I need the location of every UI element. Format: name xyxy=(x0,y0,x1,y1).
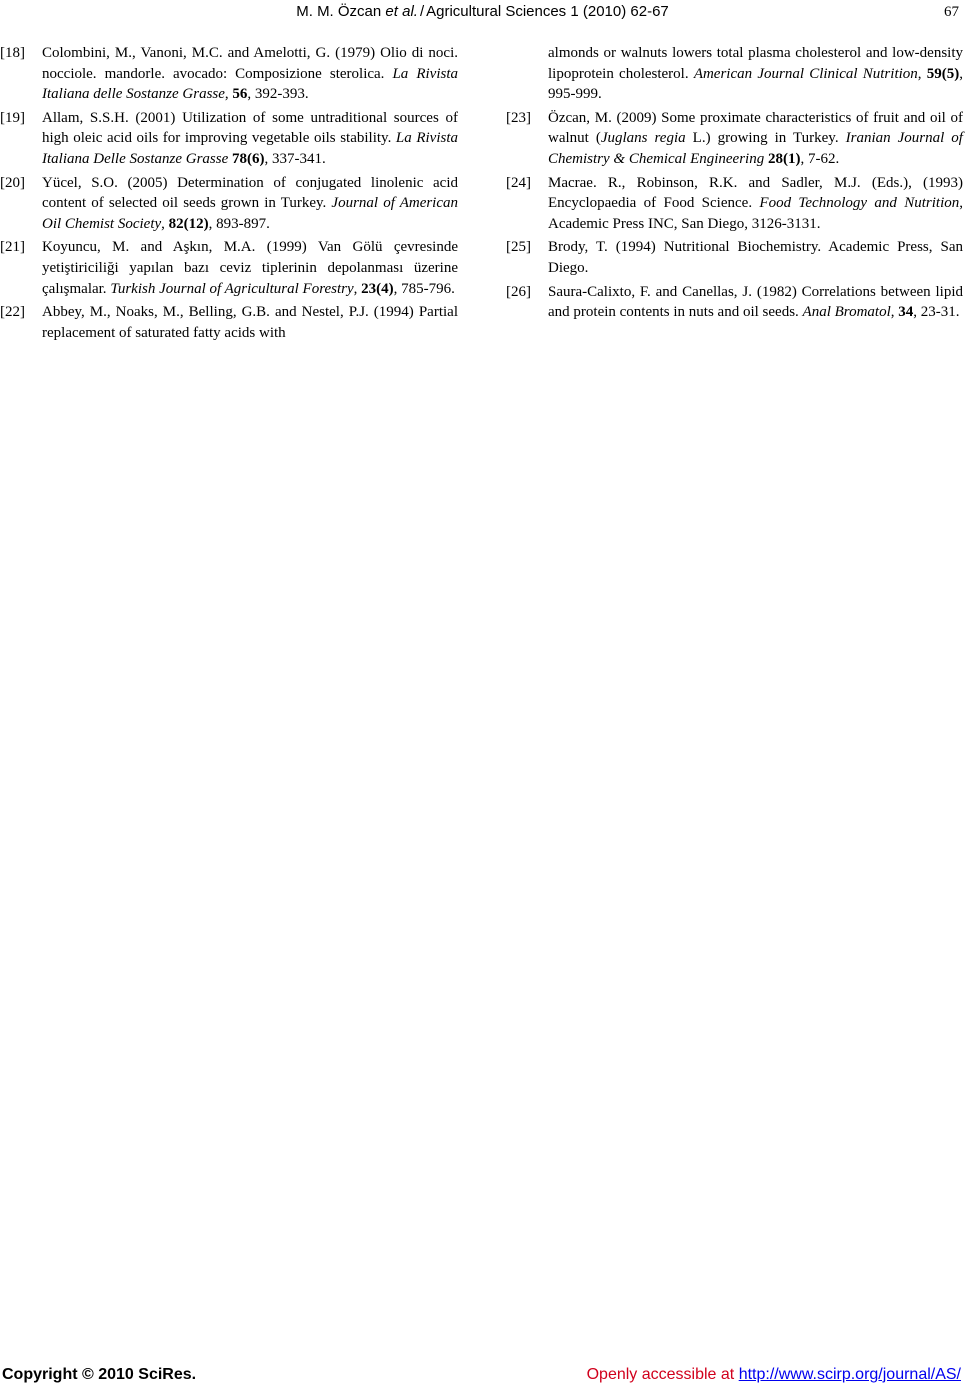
running-header: M. M. Özcan et al. / Agricultural Sciences 1 (2010) 62-67 xyxy=(296,3,669,20)
reference-text: 56 xyxy=(232,86,248,103)
reference-text: Anal Bromatol xyxy=(802,304,891,321)
reference-entry xyxy=(0,302,458,343)
reference-text: almonds or walnuts lowers total plasma cholesterol and low-density lipoprotein cholesterol. xyxy=(548,45,963,82)
reference-text: Saura-Calixto, F. and Canellas, J. (1982) Correlations between lipid and protein contents in nuts and oil seeds. xyxy=(548,283,963,321)
reference-text: La Rivista Italiana delle Sostanze Grasse xyxy=(42,65,458,103)
page-number: 67 xyxy=(944,4,959,20)
reference-number: [20] xyxy=(0,174,25,191)
reference-text: Macrae. R., Robinson, R.K. and Sadler, M.J. (Eds.), (1993) Encyclopaedia of Food Science. xyxy=(548,174,963,212)
reference-text: Food Technology and Nutrition xyxy=(759,195,960,212)
reference-text: , xyxy=(353,280,362,297)
reference-text: , 337-341. xyxy=(264,150,326,167)
reference-text: 34 xyxy=(898,304,914,321)
reference-entry xyxy=(506,108,963,170)
reference-entry xyxy=(0,237,458,299)
reference-entry xyxy=(0,43,458,105)
reference-text: , 23-31. xyxy=(913,304,960,321)
reference-text: Journal of American Oil Chemist Society xyxy=(42,195,459,232)
copyright-notice: Copyright © 2010 SciRes. xyxy=(2,1366,197,1383)
reference-text: Iranian Journal of Chemistry & Chemical Engineering xyxy=(548,130,963,167)
references-column-right xyxy=(506,43,963,326)
header-journal: Agricultural Sciences 1 (2010) 62-67 xyxy=(426,3,669,20)
reference-entry xyxy=(506,282,963,323)
reference-entry xyxy=(0,173,458,235)
reference-entry xyxy=(506,173,963,235)
reference-number: [18] xyxy=(0,45,25,61)
reference-entry xyxy=(0,108,458,170)
reference-number: [21] xyxy=(0,239,25,256)
reference-text: Abbey, M., Noaks, M., Belling, G.B. and Nestel, P.J. (1994) Partial replacement of saturated fatty acids with xyxy=(42,304,458,341)
reference-text: , xyxy=(890,304,899,321)
reference-text: 23(4) xyxy=(361,280,394,297)
reference-text: , xyxy=(224,86,233,103)
journal-url-link[interactable]: http://www.scirp.org/journal/AS/ xyxy=(738,1366,961,1383)
reference-text: , Academic Press INC, San Diego, 3126-3131. xyxy=(548,195,964,232)
reference-text: , xyxy=(161,215,169,232)
reference-number: [24] xyxy=(506,174,531,191)
header-authors: M. M. Özcan xyxy=(296,3,382,20)
reference-text: Juglans regia xyxy=(600,130,686,147)
reference-text: 59(5) xyxy=(926,65,960,82)
reference-text: 82(12) xyxy=(168,215,209,232)
reference-text: American Journal Clinical Nutrition xyxy=(693,65,918,82)
reference-text: Yücel, S.O. (2005) Determination of conjugated linolenic acid content of selected oil seeds grown in Turkey. xyxy=(42,174,458,212)
reference-text: , xyxy=(917,65,927,82)
reference-text: , 7-62. xyxy=(800,150,840,167)
reference-number: [23] xyxy=(506,109,531,126)
reference-number: [22] xyxy=(0,304,25,321)
access-text: Openly accessible at xyxy=(586,1366,739,1383)
reference-text: Koyuncu, M. and Aşkın, M.A. (1999) Van Gölü çevresinde yetiştiriciliği yapılan bazı ceviz tiplerinin depolanması üzerine çalışmalar. xyxy=(42,239,458,297)
reference-text: , 392-393. xyxy=(247,86,309,103)
references-column-left xyxy=(0,43,458,346)
reference-number: [19] xyxy=(0,109,25,126)
reference-text: , 995-999. xyxy=(548,65,963,103)
header-etal: et al. xyxy=(385,3,418,20)
reference-text: Özcan, M. (2009) Some proximate characteristics of fruit and oil of walnut ( xyxy=(548,109,963,147)
reference-text: Brody, T. (1994) Nutritional Biochemistry. Academic Press, San Diego. xyxy=(548,239,963,276)
reference-entry xyxy=(506,237,963,278)
reference-text: Allam, S.S.H. (2001) Utilization of some untraditional sources of high oleic acid oils for improving vegetable oils stability. xyxy=(42,109,458,147)
reference-text: La Rivista Italiana Delle Sostanze Grasse xyxy=(42,130,458,167)
reference-number: [26] xyxy=(506,283,531,300)
reference-text: Turkish Journal of Agricultural Forestry xyxy=(110,280,354,297)
reference-text: Colombini, M., Vanoni, M.C. and Amelotti, G. (1979) Olio di noci. nocciole. mandorle. avocado: Composizione sterolica. xyxy=(42,45,458,82)
reference-text: , 785-796. xyxy=(393,280,455,297)
reference-text: 78(6) xyxy=(231,150,265,167)
reference-entry xyxy=(506,43,963,105)
reference-text: L.) growing in Turkey. xyxy=(685,130,846,147)
reference-number: [25] xyxy=(506,239,531,256)
reference-text: 28(1) xyxy=(767,150,801,167)
access-notice xyxy=(587,1366,961,1384)
reference-text: , 893-897. xyxy=(208,215,270,232)
